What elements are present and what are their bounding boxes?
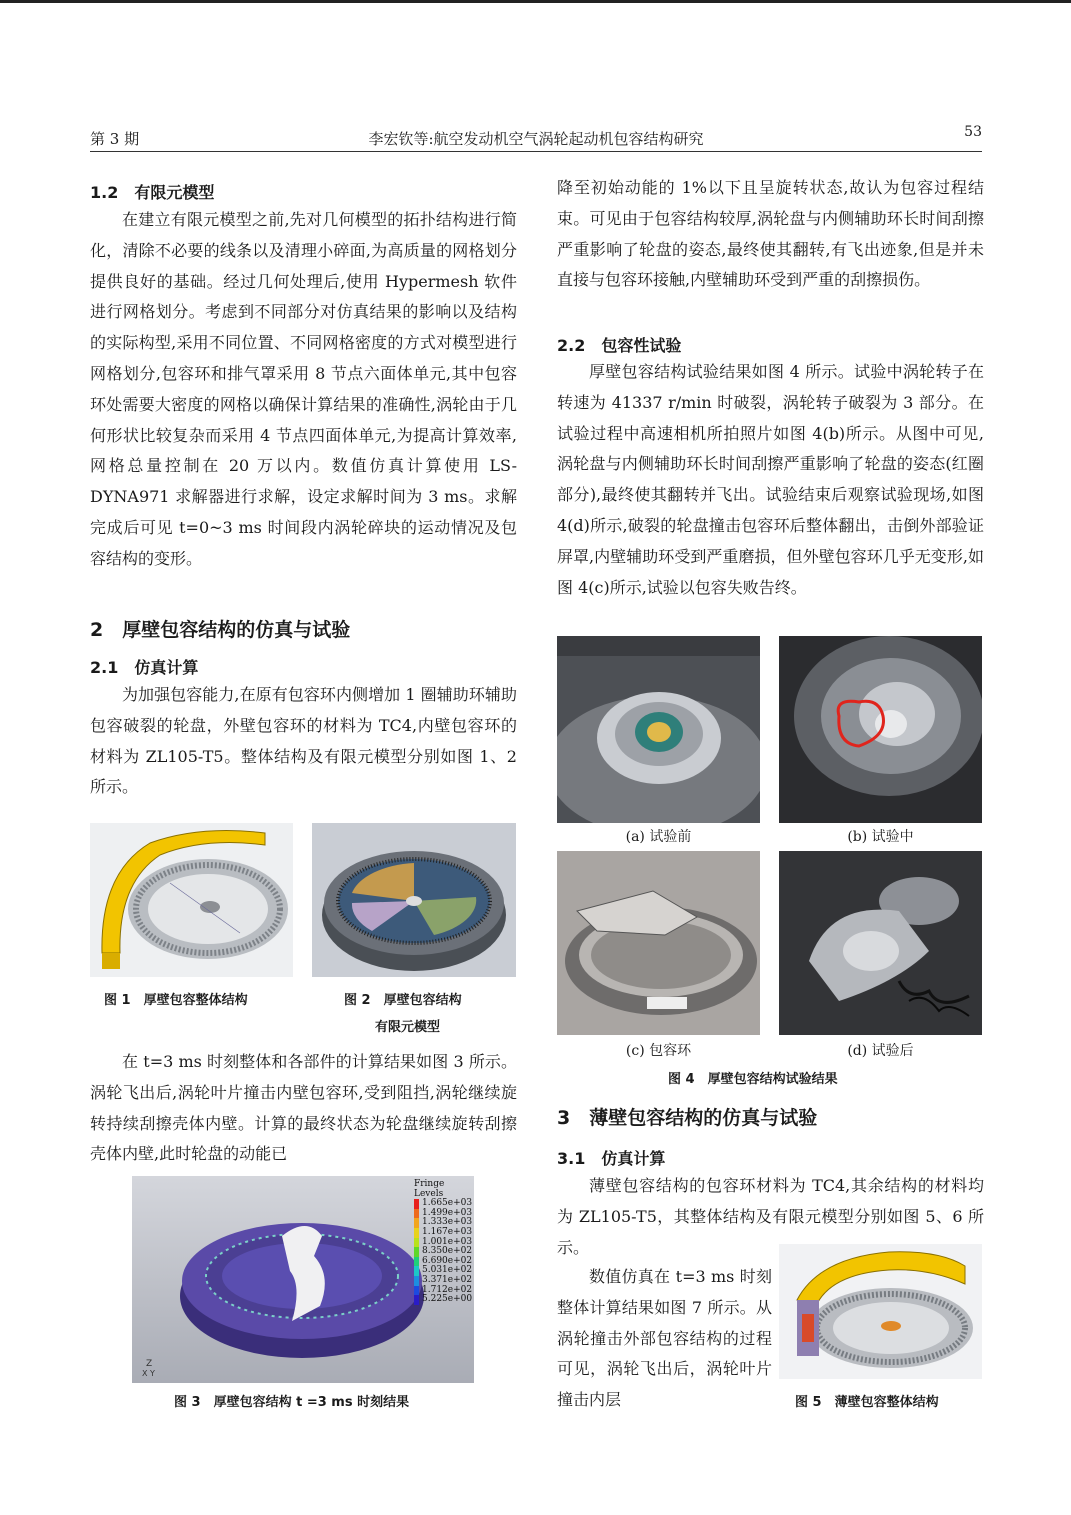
heading-3-1: 3.1 仿真计算 (557, 1149, 666, 1168)
figure-4b-caption: (b) 试验中 (847, 829, 914, 845)
fringe-level-value: 1.167e+03 (422, 1226, 473, 1237)
fringe-swatch (414, 1228, 419, 1238)
fringe-swatch (414, 1257, 419, 1267)
heading-1-2: 1.2 有限元模型 (90, 183, 215, 202)
fringe-level-value: 1.712e+02 (422, 1284, 473, 1295)
fringe-swatch (414, 1295, 419, 1305)
svg-text:X Y: X Y (142, 1369, 155, 1378)
fringe-level-value: 8.350e+02 (422, 1246, 473, 1257)
fringe-level-value: 1.001e+03 (422, 1236, 473, 1247)
fringe-levels-legend (414, 1180, 474, 1305)
fringe-swatch (414, 1218, 419, 1228)
fringe-swatch (414, 1286, 419, 1296)
fringe-values (422, 1199, 472, 1305)
figure-2-image (312, 823, 516, 977)
figure-2-caption-line1: 图 2 厚壁包容结构 (344, 993, 462, 1008)
heading-2-1: 2.1 仿真计算 (90, 658, 199, 677)
fringe-level-value: 1.499e+03 (422, 1207, 473, 1218)
figure-1-image (90, 823, 293, 977)
fringe-swatch (414, 1276, 419, 1286)
figure-4c-image (557, 851, 760, 1035)
figure-4-caption: 图 4 厚壁包容结构试验结果 (668, 1072, 838, 1087)
paragraph-3-1-b: 数值仿真在 t=3 ms 时刻整体计算结果如图 7 所示。从涡轮撞击外部包容结构的过程可见，涡轮飞出后，涡轮叶片撞击内层 (557, 1267, 772, 1410)
fringe-swatch (414, 1209, 419, 1219)
fringe-color-bar (414, 1199, 419, 1305)
heading-3: 3 薄壁包容结构的仿真与试验 (557, 1107, 818, 1129)
figure-4d-caption: (d) 试验后 (847, 1043, 914, 1059)
header-rule (90, 151, 982, 152)
figure-4d-image (779, 851, 982, 1035)
fringe-title: Fringe Levels (414, 1179, 445, 1199)
fringe-swatch (414, 1199, 419, 1209)
fringe-swatch (414, 1247, 419, 1257)
figure-5-caption: 图 5 薄壁包容整体结构 (795, 1395, 939, 1410)
figure-4b-image (779, 636, 982, 823)
fringe-swatch (414, 1238, 419, 1248)
fringe-level-value: 1.333e+03 (422, 1217, 473, 1228)
running-header (90, 124, 982, 150)
running-title: 李宏钦等:航空发动机空气涡轮起动机包容结构研究 (368, 130, 704, 148)
figure-3-caption: 图 3 厚壁包容结构 t =3 ms 时刻结果 (174, 1395, 410, 1410)
figure-3-image (132, 1176, 474, 1383)
page-number: 53 (964, 124, 982, 140)
paragraph-2-2: 厚壁包容结构试验结果如图 4 所示。试验中涡轮转子在转速为 41337 r/min 时破裂，涡轮转子破裂为 3 部分。在试验过程中高速相机所拍照片如图 4(b)所示。从图中可见,涡轮盘与内侧辅助环长时间刮擦严重影响了轮盘的姿态(红圈部分),最终使其翻转并飞出。试验结束后观察试验现场,如图 4(d)所示,破裂的轮盘撞击包容环后整体翻出，击倒外部验证屏罩,内壁辅助环受到严重磨损，但外壁包容环几乎无变形,如图 4(c)所示,试验以包容失败告终。 (557, 362, 984, 597)
top-rule (0, 0, 1071, 3)
fringe-level-value: 5.031e+02 (422, 1265, 473, 1276)
fringe-level-value: 6.690e+02 (422, 1255, 473, 1266)
paragraph-3-1-a: 薄壁包容结构的包容环材料为 TC4,其余结构的材料均为 ZL105-T5，其整体结构及有限元模型分别如图 5、6 所示。 (557, 1176, 984, 1257)
figure-4c-caption: (c) 包容环 (625, 1043, 692, 1059)
paragraph-right-top: 降至初始动能的 1%以下且呈旋转状态,故认为包容过程结束。可见由于包容结构较厚,涡轮盘与内侧辅助环长时间刮擦严重影响了轮盘的姿态,最终使其翻转,有飞出迹象,但是并未直接与包容环接触,内壁辅助环受到严重的刮擦损伤。 (557, 178, 984, 290)
figure-1-caption: 图 1 厚壁包容整体结构 (104, 993, 248, 1008)
figure-4a-caption: (a) 试验前 (625, 829, 692, 845)
figure-4a-image (557, 636, 760, 823)
figure-2-caption-line2: 有限元模型 (375, 1020, 441, 1035)
fringe-level-value: 3.371e+02 (422, 1274, 473, 1285)
heading-2: 2 厚壁包容结构的仿真与试验 (90, 619, 351, 641)
fringe-level-value: 5.225e+00 (422, 1294, 473, 1305)
svg-text:Z: Z (146, 1359, 153, 1369)
figure-5-image (779, 1244, 982, 1379)
heading-2-2: 2.2 包容性试验 (557, 336, 682, 355)
fringe-swatch (414, 1266, 419, 1276)
paragraph-1-2: 在建立有限元模型之前,先对几何模型的拓扑结构进行简化，清除不必要的线条以及清理小碎面,为高质量的网格划分提供良好的基础。经过几何处理后,使用 Hypermesh 软件进行网格划分。考虑到不同部分对仿真结果的影响以及结构的实际构型,采用不同位置、不同网格密度的方式对模型进行网格划分,包容环和排气罩采用 8 节点六面体单元,其中包容环处需要大密度的网格以确保计算结果的准确性,涡轮由于几何形状比较复杂而采用 4 节点四面体单元,为提高计算效率,网格总量控制在 20 万以内。数值仿真计算使用 LS-DYNA971 求解器进行求解，设定求解时间为 3 ms。求解完成后可见 t=0~3 ms 时间段内涡轮碎块的运动情况及包容结构的变形。 (90, 210, 517, 568)
paragraph-2-1-a: 为加强包容能力,在原有包容环内侧增加 1 圈辅助环辅助包容破裂的轮盘，外壁包容环的材料为 TC4,内壁包容环的材料为 ZL105-T5。整体结构及有限元模型分别如图 1、2 所示。 (90, 685, 517, 797)
issue-number: 第 3 期 (90, 130, 140, 148)
paragraph-2-1-b: 在 t=3 ms 时刻整体和各部件的计算结果如图 3 所示。涡轮飞出后,涡轮叶片撞击内壁包容环,受到阻挡,涡轮继续旋转持续刮擦壳体内壁。计算的最终状态为轮盘继续旋转刮擦壳体内壁,此时轮盘的动能已 (90, 1052, 517, 1164)
fringe-level-value: 1.665e+03 (422, 1198, 473, 1209)
